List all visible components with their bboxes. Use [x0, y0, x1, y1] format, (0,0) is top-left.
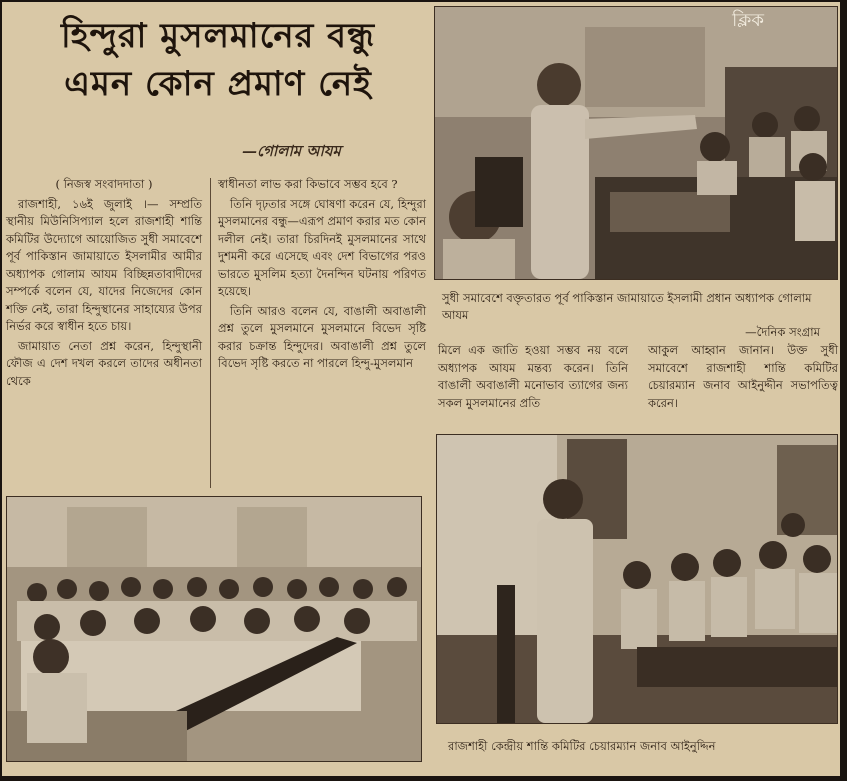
headline-line-1: হিন্দুরা মুসলমানের বন্ধু [60, 16, 376, 56]
article-paragraph: তিনি আরও বলেন যে, বাঙালী অবাঙালী প্রশ্ন তুলে মুসলমানে মুসলমানে বিভেদ সৃষ্টি করার চক্রান্ত হিন্দুদের। অবাঙালী প্রশ্ন তুলে বিভেদ সৃষ্টি করতে না পারলে হিন্দু-মুসলমান [218, 303, 426, 370]
caption-source: —দৈনিক সংগ্রাম [745, 325, 820, 339]
photo-speaker [434, 6, 838, 280]
article-column-3 [438, 342, 628, 414]
article-paragraph: ( নিজস্ব সংবাদদাতা ) [55, 177, 153, 191]
article-paragraph: স্বাধীনতা লাভ করা কিভাবে সম্ভব হবে ? [218, 177, 398, 191]
article-paragraph: মিলে এক জাতি হওয়া সম্ভব নয় বলে অধ্যাপক আযম মন্তব্য করেন। তিনি বাঙালী অবাঙালী মনোভাব ত্যাগের জন্য সকল মুসলমানের প্রতি [438, 343, 628, 410]
photo-audience-image [7, 497, 421, 761]
article-column-4 [648, 342, 838, 414]
article-paragraph: তিনি দৃঢ়তার সঙ্গে ঘোষণা করেন যে, হিন্দুরা মুসলমানের বন্ধু—এরূপ প্রমাণ করার মত কোন দলীল নেই। তারা চিরদিনই মুসলমানের সাথে দুশমনী করে এসেছে এবং দেশ বিভাগের পরও ভারতে মুসলিম হত্যা দৈনন্দিন ঘটনায় পরিণত হয়েছে। [218, 196, 426, 298]
column-divider [210, 178, 211, 488]
newspaper-page [2, 2, 840, 776]
caption-text: সুধী সমাবেশে বক্তৃতারত পূর্ব পাকিস্তান জামায়াতে ইসলামী প্রধান অধ্যাপক গোলাম আযম [442, 291, 812, 322]
article-column-2 [218, 176, 426, 375]
article-paragraph: রাজশাহী, ১৬ই জুলাই ।— সম্প্রতি স্থানীয় মিউনিসিপ্যাল হলে রাজশাহী শান্তি কমিটির উদ্যোগে আয়োজিত সুধী সমাবেশে পূর্ব পাকিস্তান জামায়াতে ইসলামীর আমীর অধ্যাপক গোলাম আযম বিচ্ছিন্নতাবাদীদের সম্পর্কে বলেন যে, যাদের নিজেদের কোন শক্তি নেই, তারা হিন্দুস্থানের সাহায্যের উপর নির্ভর করে স্বাধীন হতে চায়। [6, 196, 202, 333]
watermark-stamp: ক্লিক [732, 10, 764, 31]
photo-chairman-image [437, 435, 837, 723]
article-paragraph: জামায়াত নেতা প্রশ্ন করেন, হিন্দুস্থানী ফৌজ এ দেশ দখল করলে তাদের অধীনতা থেকে [6, 338, 202, 388]
photo-chairman [436, 434, 838, 724]
headline-line-2: এমন কোন প্রমাণ নেই [64, 64, 372, 104]
photo-audience [6, 496, 422, 762]
photo-speaker-caption [442, 290, 834, 341]
photo-chairman-caption: রাজশাহী কেন্দ্রীয় শান্তি কমিটির চেয়ারম্যান জনাব আইনুদ্দিন [448, 739, 716, 753]
article-paragraph: আকুল আহ্বান জানান। উক্ত সুধী সমাবেশে রাজশাহী শান্তি কমিটির চেয়ারম্যান জনাব আইনুদ্দীন সভাপতিত্ব করেন। [648, 343, 838, 410]
headline [8, 12, 428, 108]
article-column-1 [6, 176, 202, 392]
photo-speaker-image [435, 7, 837, 279]
byline: —গোলাম আযম [242, 142, 341, 160]
